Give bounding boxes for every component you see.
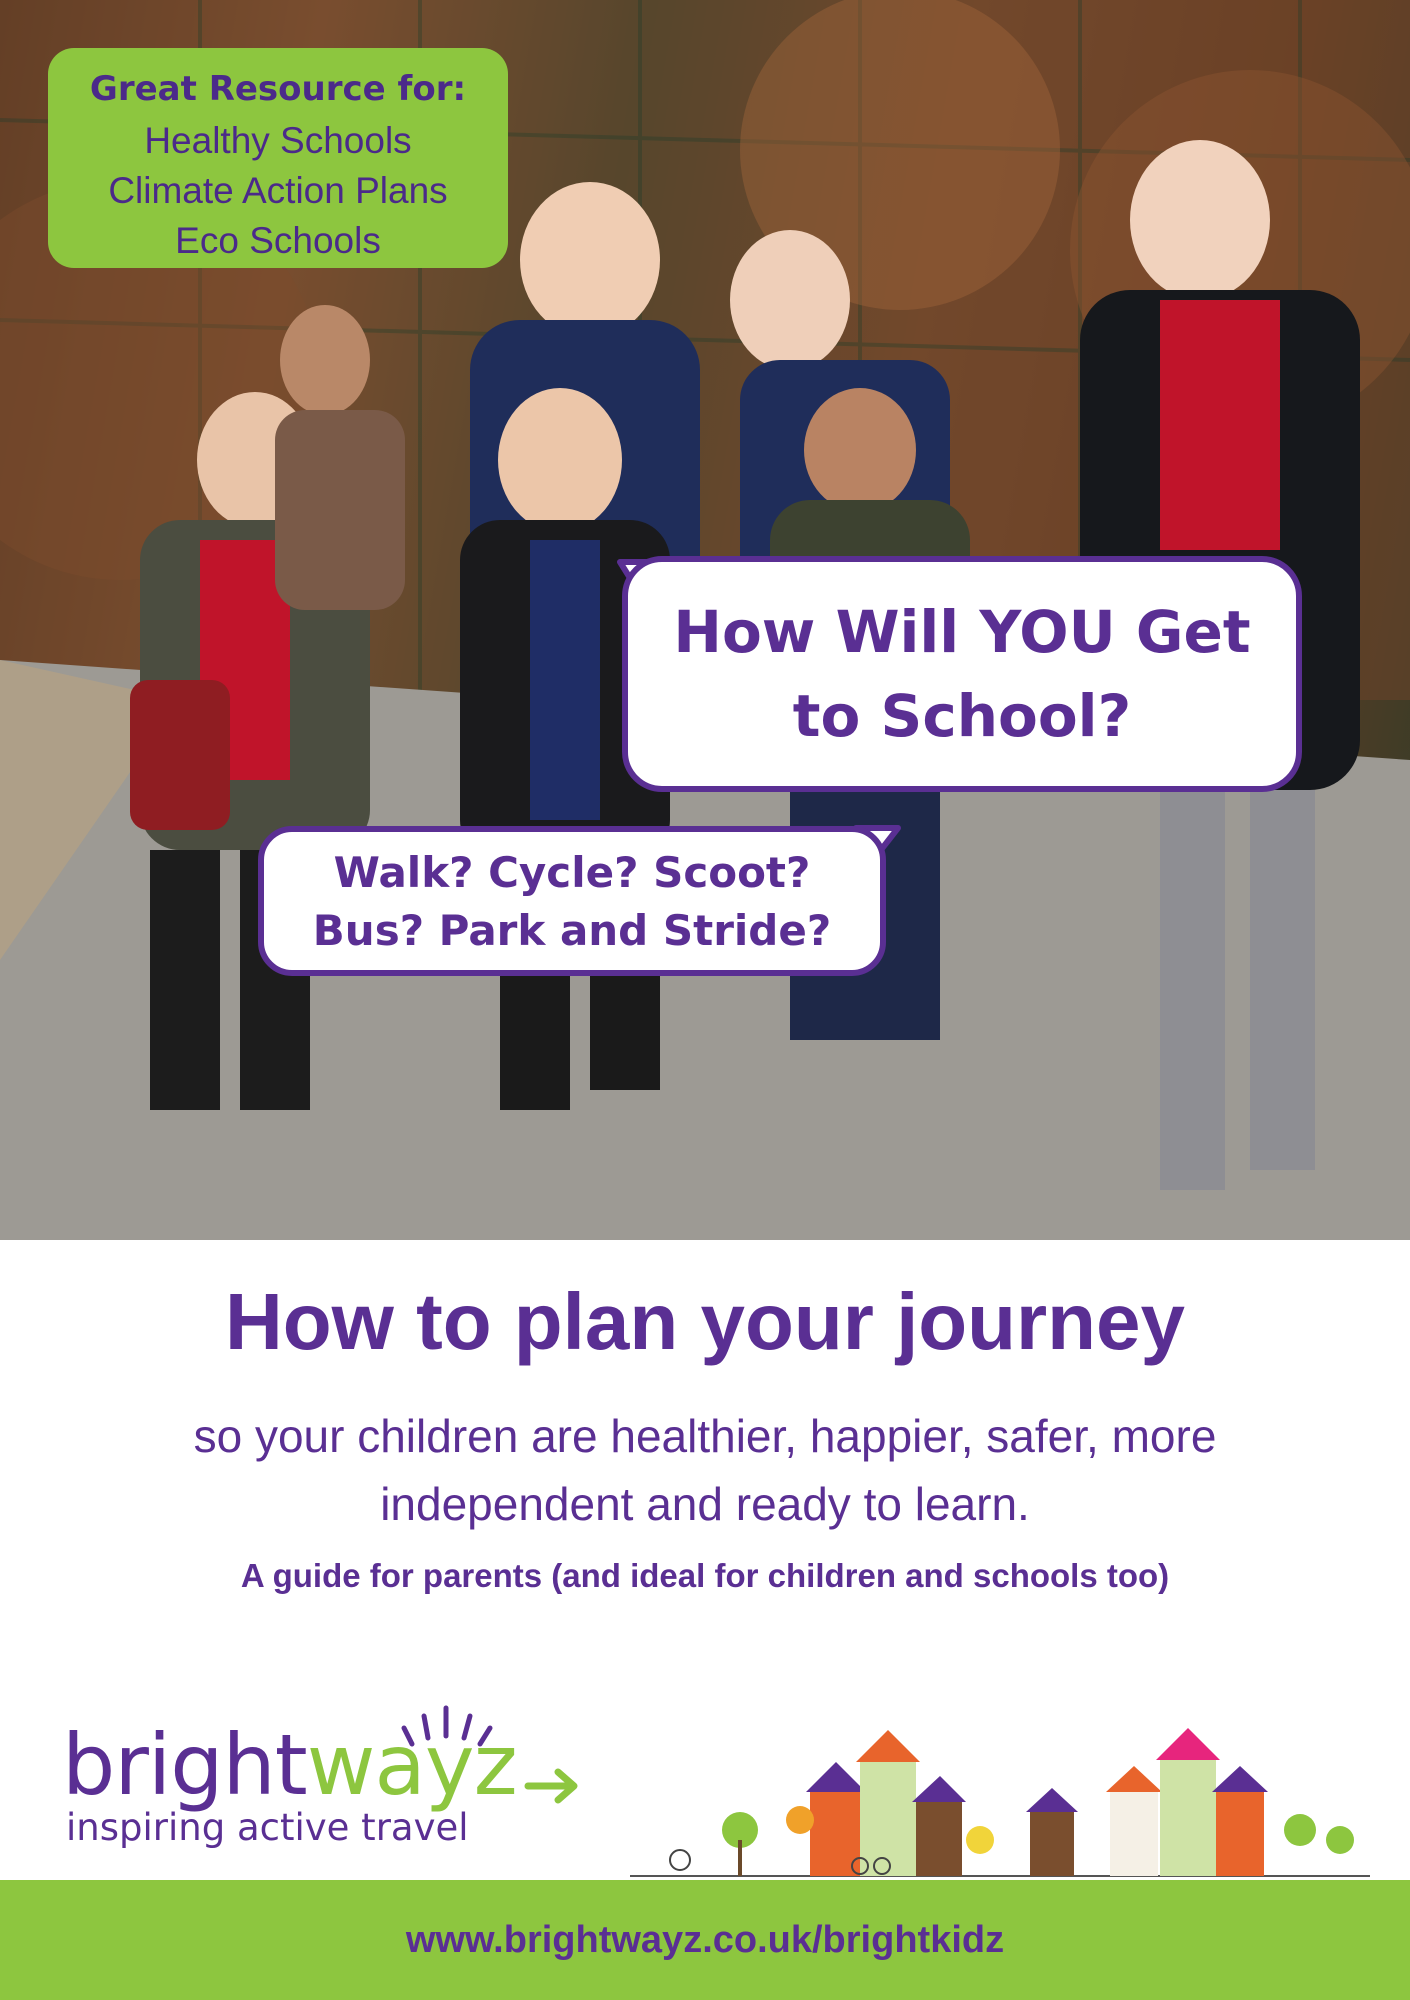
badge-line-healthy-schools: Healthy Schools <box>144 120 412 161</box>
brand-tagline: inspiring active travel <box>66 1806 469 1849</box>
brand-part-wayz: wayz <box>306 1716 517 1814</box>
bubble-small-line-2: Bus? Park and Stride? <box>312 906 832 955</box>
website-link[interactable]: www.brightwayz.co.uk/brightkidz <box>405 1919 1005 1961</box>
bubble-main-line-1: How Will YOU Get <box>673 598 1251 666</box>
subheading-line-1: so your children are healthier, happier, safer, more <box>193 1410 1217 1462</box>
bubble-small-line-1: Walk? Cycle? Scoot? <box>333 848 811 897</box>
badge-line-eco-schools: Eco Schools <box>175 220 381 261</box>
page-title: How to plan your journey <box>224 1277 1186 1366</box>
footer-bar <box>0 1880 1410 2000</box>
speech-bubble-travel-options <box>258 826 886 976</box>
arrow-right-icon <box>524 1760 584 1810</box>
resource-badge <box>48 48 508 268</box>
speech-bubble-main <box>622 556 1302 792</box>
bubble-main-line-2: to School? <box>792 682 1132 750</box>
town-illustration <box>620 1700 1380 1880</box>
badge-line-climate-action-plans: Climate Action Plans <box>108 170 448 211</box>
subheading <box>105 1402 1305 1538</box>
brightwayz-logo <box>62 1700 582 1860</box>
badge-heading: Great Resource for: <box>89 69 467 109</box>
brand-wordmark <box>62 1716 517 1814</box>
brand-part-bright: bright <box>62 1716 307 1814</box>
guide-note: A guide for parents (and ideal for children and schools too) <box>240 1557 1170 1594</box>
subheading-line-2: independent and ready to learn. <box>380 1478 1030 1530</box>
